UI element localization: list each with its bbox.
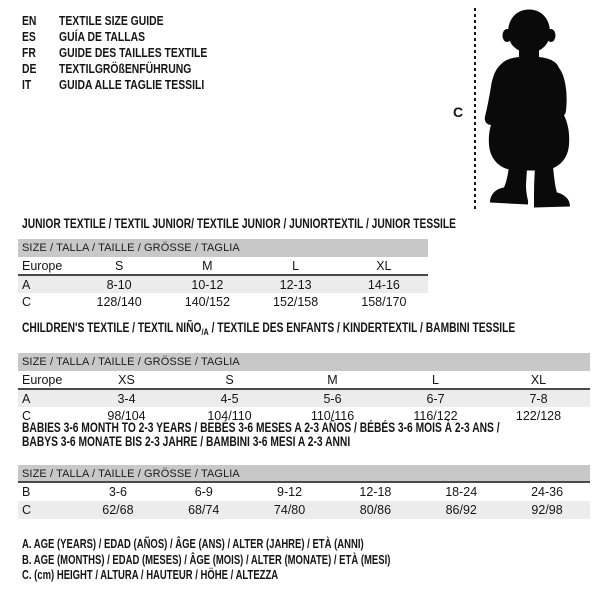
- dotted-measure-line: [474, 8, 476, 209]
- language-label: TEXTILGRÖßENFÜHRUNG: [59, 60, 192, 76]
- value-cell: 116/122: [413, 409, 458, 423]
- europe-header-row: [18, 371, 590, 389]
- footnote-a: A. AGE (YEARS) / EDAD (AÑOS) / ÂGE (ANS) / ALTER (JAHRE) / ETÀ (ANNI): [22, 537, 364, 551]
- value-cell: 74/80: [273, 503, 306, 517]
- value-cell: 12-13: [279, 277, 312, 292]
- value-cell: 14-16: [367, 277, 400, 292]
- value-cell: 9-12: [277, 485, 303, 499]
- language-label: GUÍA DE TALLAS: [59, 28, 146, 44]
- language-row-en: [22, 12, 244, 28]
- value-cell: 152/158: [273, 295, 319, 309]
- size-cell: XL: [340, 257, 428, 275]
- value-cell: 68/74: [188, 503, 220, 517]
- footnote-b: B. AGE (MONTHS) / EDAD (MESES) / ÂGE (MOIS) / ALTER (MONATE) / ETÀ (MESI): [22, 552, 391, 567]
- language-label: GUIDA ALLE TAGLIE TESSILI: [59, 76, 205, 92]
- value-cell: 6-9: [194, 485, 213, 499]
- value-cell: 8-10: [106, 277, 132, 292]
- footnotes: [22, 537, 507, 584]
- babies-size-table: [18, 483, 590, 519]
- junior-size-table: [18, 257, 428, 311]
- row-label: C: [22, 295, 32, 309]
- value-cell: 140/152: [184, 295, 230, 309]
- language-row-de: [22, 60, 244, 76]
- toddler-silhouette: [483, 8, 575, 209]
- size-cell: M: [163, 257, 251, 275]
- height-ref-label: C: [453, 104, 464, 120]
- language-code: ES: [22, 28, 36, 44]
- size-cell: XS: [75, 371, 178, 389]
- language-code: DE: [22, 60, 37, 76]
- value-cell: 7-8: [529, 391, 548, 406]
- language-label: TEXTILE SIZE GUIDE: [59, 12, 164, 28]
- value-cell: 92/98: [531, 503, 563, 517]
- children-size-table: [18, 371, 590, 425]
- row-label: A: [22, 391, 31, 406]
- value-cell: 98/104: [107, 409, 146, 423]
- size-cell: M: [281, 371, 384, 389]
- row-label: Europe: [18, 257, 75, 275]
- babies-size-table-section: [18, 421, 590, 519]
- row-label: Europe: [18, 371, 75, 389]
- value-cell: 24-36: [531, 485, 564, 499]
- value-cell: 5-6: [323, 391, 342, 406]
- row-label: C: [22, 503, 32, 517]
- value-cell: 158/170: [361, 295, 407, 309]
- value-cell: 10-12: [191, 277, 224, 292]
- value-cell: 12-18: [359, 485, 392, 499]
- size-header-bar: SIZE / TALLA / TAILLE / GRÖSSE / TAGLIA: [18, 353, 590, 371]
- language-label: GUIDE DES TAILLES TEXTILE: [59, 44, 208, 60]
- age-row: [18, 275, 428, 293]
- language-code: IT: [22, 76, 32, 92]
- children-table-title: CHILDREN'S TEXTILE / TEXTIL $NIÑO_{/A}$ / TEXTILE DES ENFANTS / KINDERTEXTIL / BAMBINI TESSILE: [22, 320, 516, 338]
- value-cell: 122/128: [515, 409, 562, 423]
- row-label: A: [22, 277, 31, 292]
- value-cell: 128/140: [96, 295, 142, 309]
- language-code: EN: [22, 12, 37, 28]
- value-cell: 4-5: [220, 391, 239, 406]
- value-cell: 110/116: [310, 409, 355, 423]
- value-cell: 86/92: [445, 503, 477, 517]
- value-cell: 80/86: [359, 503, 392, 517]
- footnote-c: C. (cm) HEIGHT / ALTURA / HAUTEUR / HÖHE / ALTEZZA: [22, 568, 279, 582]
- language-row-es: [22, 28, 244, 44]
- size-header-bar: SIZE / TALLA / TAILLE / GRÖSSE / TAGLIA: [18, 465, 590, 483]
- baby-figure: [452, 6, 598, 214]
- value-cell: 104/110: [207, 409, 252, 423]
- language-row-fr: [22, 44, 244, 60]
- europe-header-row: [18, 257, 428, 275]
- height-row: [18, 293, 428, 311]
- size-cell: XL: [487, 371, 590, 389]
- nino-a-subscript: /A: [201, 327, 209, 338]
- size-cell: L: [252, 257, 340, 275]
- value-cell: 6-7: [426, 391, 445, 406]
- junior-table-title: JUNIOR TEXTILE / TEXTIL JUNIOR/ TEXTILE JUNIOR / JUNIORTEXTIL / JUNIOR TESSILE: [22, 216, 457, 231]
- size-cell: S: [178, 371, 281, 389]
- row-label: C: [22, 409, 32, 423]
- months-row: [18, 483, 590, 501]
- language-row-it: [22, 76, 244, 92]
- language-code: FR: [22, 44, 36, 60]
- size-header-bar: SIZE / TALLA / TAILLE / GRÖSSE / TAGLIA: [18, 239, 428, 257]
- height-row: [18, 501, 590, 519]
- size-cell: S: [75, 257, 163, 275]
- value-cell: 18-24: [445, 485, 478, 499]
- value-cell: 3-4: [117, 391, 136, 406]
- value-cell: 3-6: [108, 485, 127, 499]
- row-label: B: [22, 485, 31, 499]
- babies-table-title: BABIES 3-6 MONTH TO 2-3 YEARS / BEBÉS 3-6 MESES A 2-3 AÑOS / BÉBÉS 3-6 MOIS À 2-3 ANS / BABYS 3-6 MONATE BIS 2-3 JAHRE / BAMBINI 3-6 MESI A 2-3 ANNI: [22, 420, 500, 449]
- age-row: [18, 389, 590, 407]
- children-size-table-section: [18, 321, 590, 425]
- junior-size-table-section: [18, 216, 457, 311]
- language-header: [22, 12, 244, 92]
- size-cell: L: [384, 371, 487, 389]
- value-cell: 62/68: [102, 503, 134, 517]
